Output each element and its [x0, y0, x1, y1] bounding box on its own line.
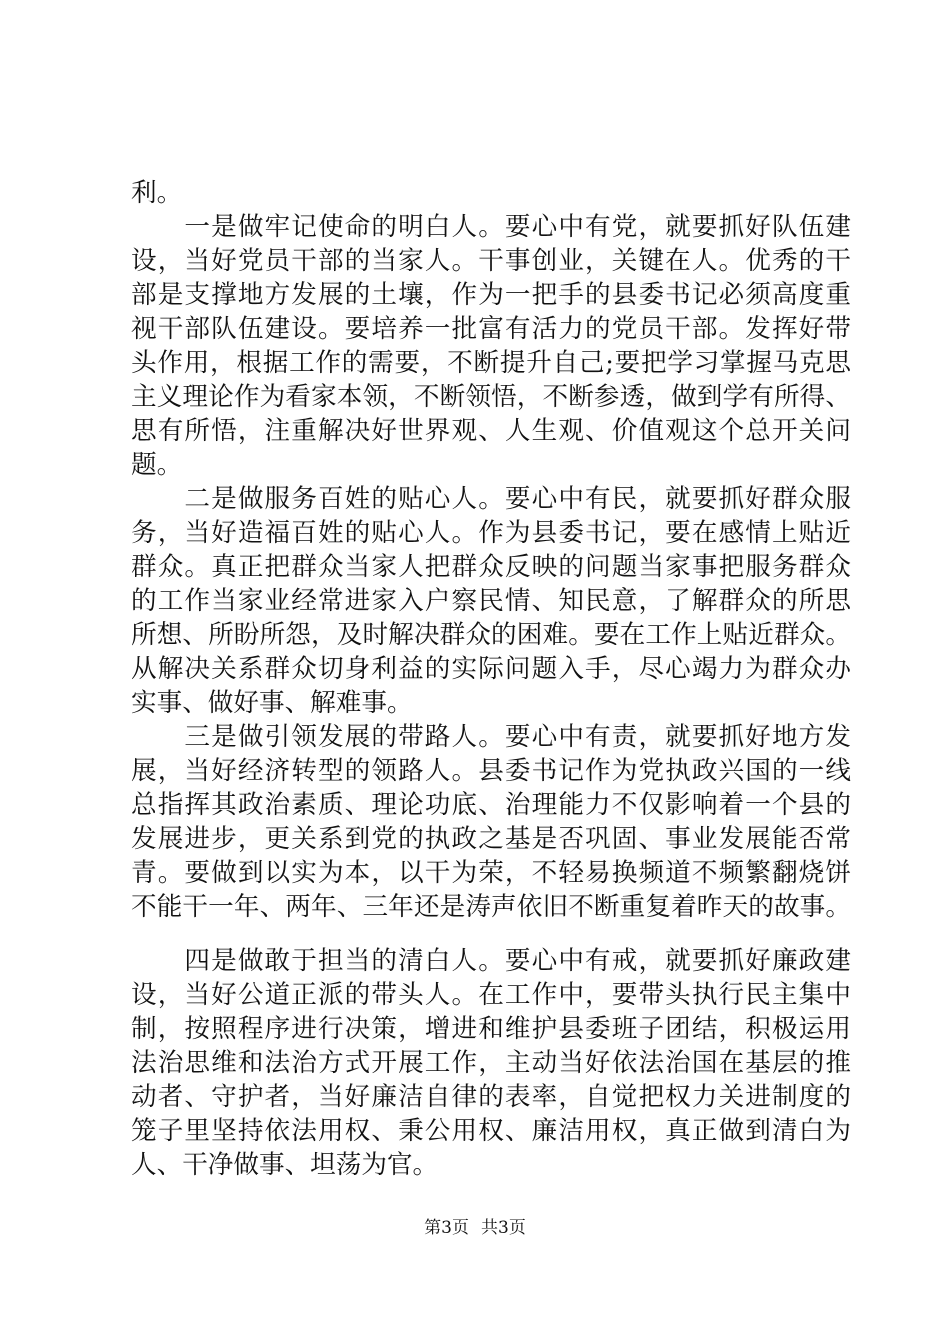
- text-line: 总指挥其政治素质、理论功底、治理能力不仅影响着一个县的: [131, 790, 851, 820]
- text-line: 设，当好公道正派的带头人。在工作中，要带头执行民主集中: [131, 980, 851, 1010]
- text-line: 设，当好党员干部的当家人。干事创业，关键在人。优秀的干: [131, 246, 851, 276]
- text-line: 青。要做到以实为本，以干为荣，不轻易换频道不频繁翻烧饼: [131, 858, 851, 888]
- text-line: 一是做牢记使命的明白人。要心中有党，就要抓好队伍建: [131, 212, 851, 242]
- page-footer: [0, 1216, 950, 1240]
- text-line: 人、干净做事、坦荡为官。: [131, 1150, 439, 1180]
- text-line: 务，当好造福百姓的贴心人。作为县委书记，要在感情上贴近: [131, 518, 851, 548]
- text-line: 视干部队伍建设。要培养一批富有活力的党员干部。发挥好带: [131, 314, 851, 344]
- text-line: 利。: [131, 178, 183, 208]
- text-line: 二是做服务百姓的贴心人。要心中有民，就要抓好群众服: [131, 484, 851, 514]
- text-line: 四是做敢于担当的清白人。要心中有戒，就要抓好廉政建: [131, 946, 851, 976]
- text-line: 制，按照程序进行决策，增进和维护县委班子团结，积极运用: [131, 1014, 851, 1044]
- text-line: 实事、做好事、解难事。: [131, 688, 413, 718]
- text-line: 三是做引领发展的带路人。要心中有责，就要抓好地方发: [131, 722, 851, 752]
- text-line: 群众。真正把群众当家人把群众反映的问题当家事把服务群众: [131, 552, 851, 582]
- text-line: 从解决关系群众切身利益的实际问题入手，尽心竭力为群众办: [131, 654, 851, 684]
- text-line: 思有所悟，注重解决好世界观、人生观、价值观这个总开关问: [131, 416, 851, 446]
- text-line: 题。: [131, 450, 183, 480]
- text-line: 笼子里坚持依法用权、秉公用权、廉洁用权，真正做到清白为: [131, 1116, 851, 1146]
- text-line: 法治思维和法治方式开展工作，主动当好依法治国在基层的推: [131, 1048, 851, 1078]
- page-number: 第3页: [424, 1218, 469, 1238]
- text-line: 头作用，根据工作的需要，不断提升自己;要把学习掌握马克思: [131, 348, 851, 378]
- text-line: 展，当好经济转型的领路人。县委书记作为党执政兴国的一线: [131, 756, 851, 786]
- text-line: 所想、所盼所怨，及时解决群众的困难。要在工作上贴近群众。: [131, 620, 851, 650]
- text-line: 动者、守护者，当好廉洁自律的表率，自觉把权力关进制度的: [131, 1082, 851, 1112]
- text-line: 发展进步，更关系到党的执政之基是否巩固、事业发展能否常: [131, 824, 851, 854]
- text-line: 不能干一年、两年、三年还是涛声依旧不断重复着昨天的故事。: [131, 892, 851, 922]
- page-total: 共3页: [481, 1218, 526, 1238]
- text-line: 主义理论作为看家本领，不断领悟，不断参透，做到学有所得、: [131, 382, 851, 412]
- text-line: 部是支撑地方发展的土壤，作为一把手的县委书记必须高度重: [131, 280, 851, 310]
- text-line: 的工作当家业经常进家入户察民情、知民意，了解群众的所思: [131, 586, 851, 616]
